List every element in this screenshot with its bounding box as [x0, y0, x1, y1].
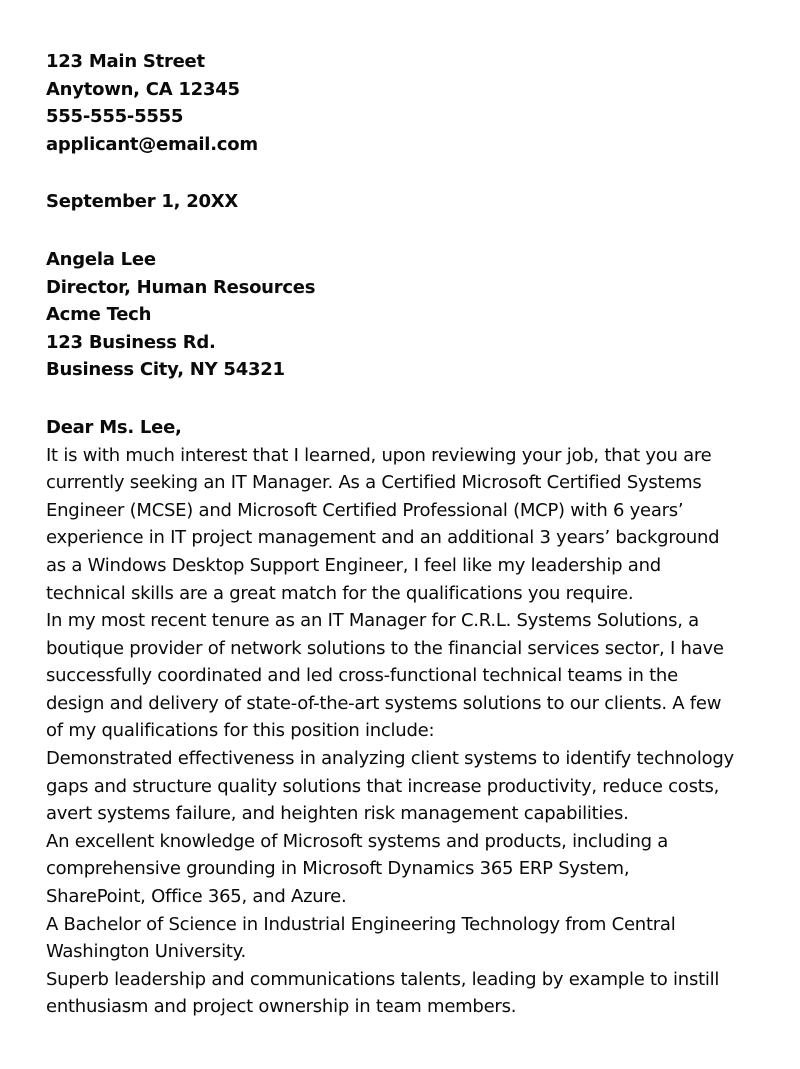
- text-line: Demonstrated effectiveness in analyzing client systems to identify technology: [46, 748, 734, 770]
- text-line: experience in IT project management and an additional 3 years’ background: [46, 527, 720, 549]
- text-line: 123 Main Street: [46, 51, 205, 72]
- text-line: Business City, NY 54321: [46, 359, 285, 381]
- body-paragraph-lines: [46, 442, 760, 1021]
- text-line: Director, Human Resources: [46, 276, 316, 298]
- text-line: A Bachelor of Science in Industrial Engineering Technology from Central: [46, 913, 676, 935]
- text-line: Engineer (MCSE) and Microsoft Certified Professional (MCP) with 6 years’: [46, 499, 684, 521]
- text-line: Washington University.: [46, 941, 246, 963]
- text-line: comprehensive grounding in Microsoft Dynamics 365 ERP System,: [46, 858, 630, 880]
- text-line: Acme Tech: [46, 304, 152, 326]
- text-line: boutique provider of network solutions to the financial services sector, I have: [46, 637, 724, 659]
- text-line: successfully coordinated and led cross-functional technical teams in the: [46, 665, 678, 687]
- recipient-address-block: [46, 246, 760, 384]
- text-line: applicant@email.com: [46, 133, 258, 155]
- text-line: currently seeking an IT Manager. As a Certified Microsoft Certified Systems: [46, 472, 702, 494]
- text-line: as a Windows Desktop Support Engineer, I feel like my leadership and: [46, 554, 661, 576]
- text-line: Angela Lee: [46, 248, 156, 270]
- text-line: Superb leadership and communications talents, leading by example to instill: [46, 968, 720, 990]
- text-line: design and delivery of state-of-the-art systems solutions to our clients. A few: [46, 692, 722, 714]
- text-line: An excellent knowledge of Microsoft systems and products, including a: [46, 830, 669, 852]
- sender-address-block: [46, 48, 760, 158]
- text-line: 555-555-5555: [46, 106, 184, 128]
- text-line: Anytown, CA 12345: [46, 78, 240, 100]
- text-line: In my most recent tenure as an IT Manager for C.R.L. Systems Solutions, a: [46, 610, 699, 632]
- text-line: SharePoint, Office 365, and Azure.: [46, 886, 347, 908]
- text-line: 123 Business Rd.: [46, 331, 216, 353]
- date-line: September 1, 20XX: [46, 191, 239, 213]
- text-line: It is with much interest that I learned, upon reviewing your job, that you are: [46, 444, 712, 466]
- letter-body: [46, 414, 760, 1021]
- text-line: gaps and structure quality solutions that increase productivity, reduce costs,: [46, 775, 720, 797]
- text-line: technical skills are a great match for the qualifications you require.: [46, 582, 634, 604]
- text-line: enthusiasm and project ownership in team members.: [46, 996, 517, 1018]
- text-line: of my qualifications for this position include:: [46, 720, 435, 742]
- salutation: Dear Ms. Lee,: [46, 416, 182, 438]
- text-line: avert systems failure, and heighten risk management capabilities.: [46, 803, 629, 825]
